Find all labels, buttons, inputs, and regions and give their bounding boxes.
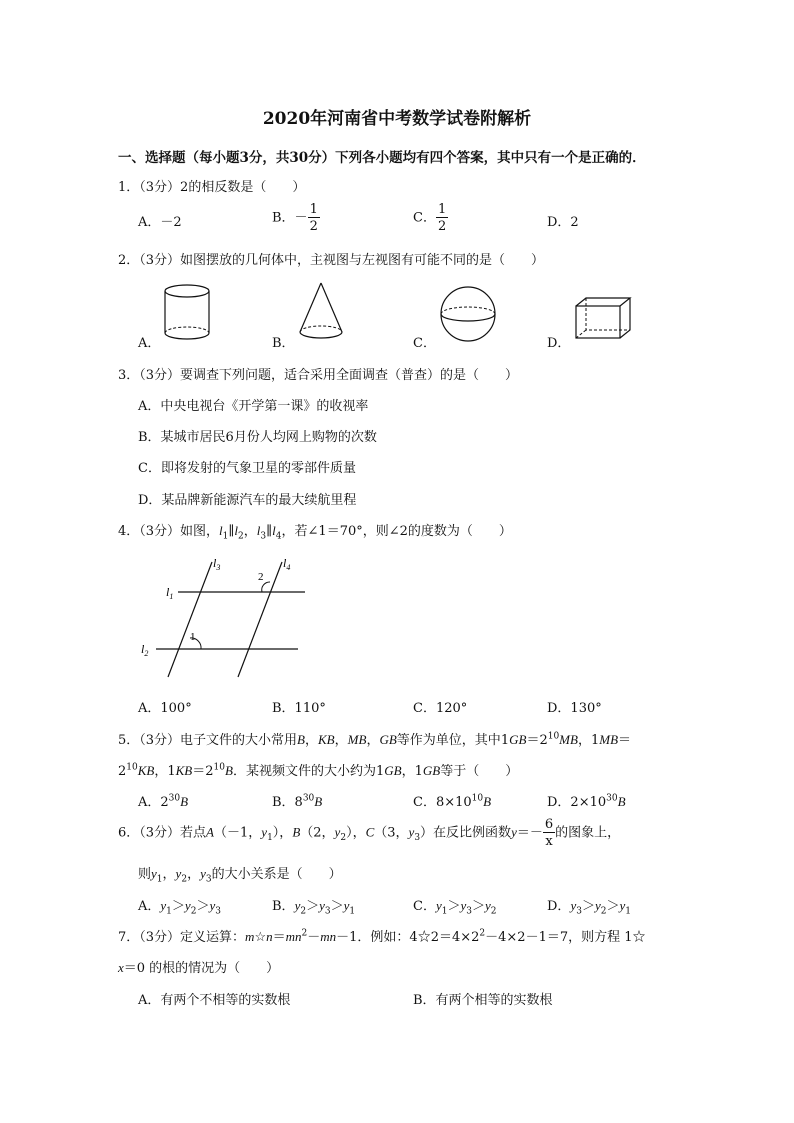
q2-option-c: C． (413, 336, 436, 351)
q6-option-d: D．$y_3>y_2>y_1$ (547, 898, 632, 917)
cylinder-figure (160, 283, 216, 343)
svg-text:l3: $l_3$ (213, 556, 221, 572)
parallel-lines-figure (138, 552, 318, 684)
q7-option-a: A．有两个不相等的实数根 (138, 993, 291, 1008)
q7-line1: 7．（3分）定义运算：$m☆n=mn^2-mn-1$．例如：$4☆2=4\times 2^2-4\times 2-1=7$，则方程 1☆ (118, 928, 646, 945)
q4-option-a: A．100° (138, 701, 192, 716)
q2-option-a: A． (138, 336, 161, 351)
cone-figure (296, 280, 346, 342)
q6-line1: 6．（3分）若点A（－1，$y_1$），B（2，$y_2$），C（3，$y_3$）在反比例函数y＝－ $\frac{6}{x}$ 的图象上， (118, 817, 621, 849)
q4-option-c: C．120° (413, 701, 468, 716)
q5-line2: $2^{10}KB$，$1KB=2^{10}B$．某视频文件的大小约为1GB，1GB等于（ ） (118, 762, 519, 779)
q6-option-c: C．$y_1>y_3>y_2$ (413, 898, 497, 917)
q6-option-b: B．$y_2>y_3>y_1$ (272, 898, 356, 917)
q3-option-a: A．中央电视台《开学第一课》的收视率 (138, 399, 369, 414)
q5-line1: 5．（3分）电子文件的大小常用B，KB，MB，GB等作为单位，其中$1GB=2^{10}MB$，1MB＝ (118, 731, 632, 748)
q2-stem: 2．（3分）如图摆放的几何体中，主视图与左视图有可能不同的是（ ） (118, 253, 545, 268)
svg-text:1: 1 (190, 631, 196, 643)
sphere-figure (436, 284, 500, 344)
q2-option-b: B． (272, 336, 295, 351)
cuboid-figure (572, 294, 636, 344)
q4-option-b: B．110° (272, 701, 326, 716)
q2-option-d: D． (547, 336, 571, 351)
q5-option-b: B．$8^{30}B$ (272, 793, 323, 810)
q1-stem: 1．（3分）2的相反数是（ ） (118, 180, 306, 195)
q3-option-d: D．某品牌新能源汽车的最大续航里程 (138, 493, 357, 508)
q5-option-c: C．$8\times 10^{10}B$ (413, 793, 492, 810)
q6-option-a: A．$y_1>y_2>y_3$ (138, 898, 221, 917)
q6-line2: 则$y_1$，$y_2$，$y_3$的大小关系是（ ） (138, 866, 342, 885)
q1-option-d: D．2 (547, 215, 579, 230)
q4-option-d: D．130° (547, 701, 602, 716)
paper-title: 2020年河南省中考数学试卷附解析 (262, 109, 532, 129)
q7-line2: x＝0 的根的情况为（ ） (118, 960, 280, 976)
svg-text:l2: $l_2$ (141, 642, 149, 658)
svg-text:2: 2 (258, 571, 264, 583)
q7-option-b: B．有两个相等的实数根 (413, 993, 553, 1008)
q3-option-b: B．某城市居民6月份人均网上购物的次数 (138, 430, 377, 445)
q3-stem: 3．（3分）要调查下列问题，适合采用全面调查（普查）的是（ ） (118, 368, 519, 383)
q3-option-c: C．即将发射的气象卫星的零部件质量 (138, 461, 356, 476)
q4-stem: 4．（3分）如图，$l_1\parallel l_2$，$l_3\parallel l_4$，若∠1＝70°，则∠2的度数为（ ） (118, 523, 512, 542)
q5-option-d: D．$2\times 10^{30}B$ (547, 793, 626, 810)
q1-option-b: B．－ $\frac{1}{2}$ (272, 202, 318, 234)
section-heading: 一、选择题（每小题3分，共30分）下列各小题均有四个答案，其中只有一个是正确的． (118, 150, 646, 166)
svg-text:l4: $l_4$ (283, 556, 291, 572)
q5-option-a: A．$2^{30}B$ (138, 793, 189, 810)
q1-option-c: C． $\frac{1}{2}$ (413, 202, 447, 234)
q1-option-a: A．－2 (138, 215, 182, 230)
svg-text:l1: $l_1$ (166, 585, 174, 601)
